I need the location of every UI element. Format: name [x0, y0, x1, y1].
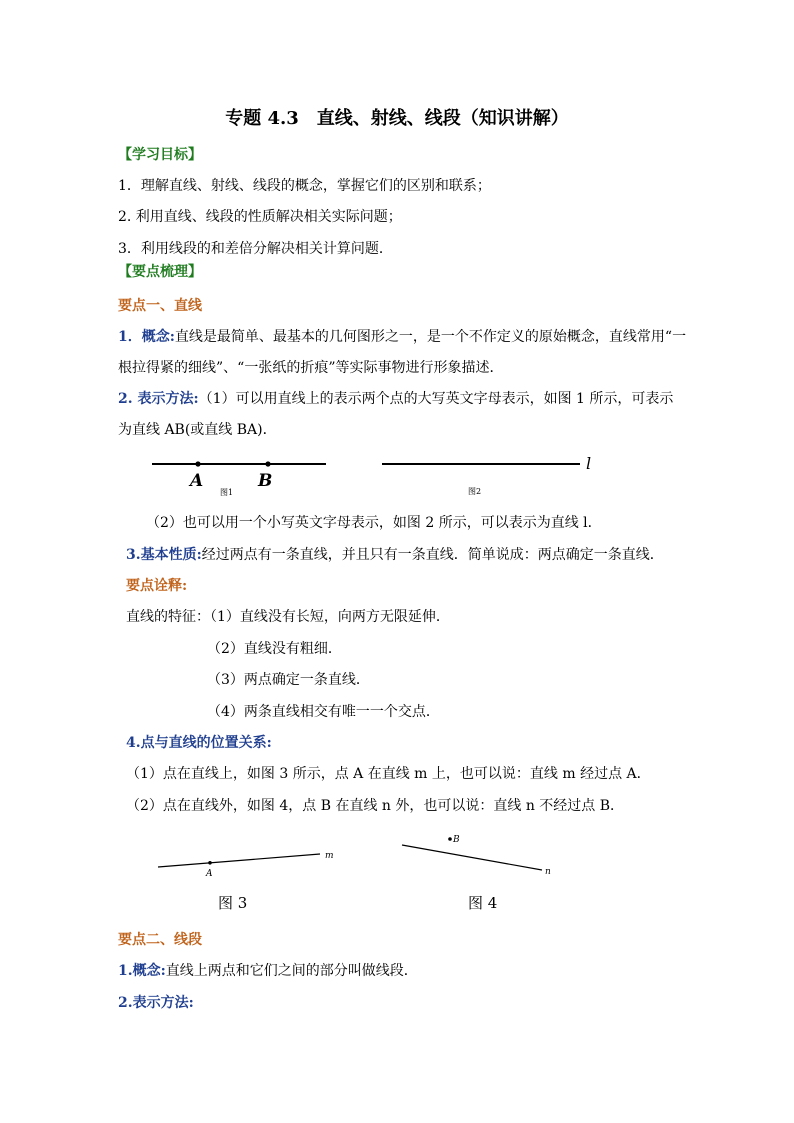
point2-concept-label: 1.概念: [118, 963, 166, 979]
fig4-line-n [402, 845, 542, 870]
repr-label: 2. 表示方法: [118, 391, 199, 407]
page-title: 专题 4.3 直线、射线、线段（知识讲解） [225, 108, 569, 129]
point2-concept [118, 961, 418, 981]
point1-basic [126, 545, 664, 565]
point1-repr-line1 [118, 389, 673, 409]
fig1-point-b [265, 461, 270, 466]
feature-2: （2）直线没有粗细． [207, 641, 342, 657]
feature-3: （3）两点确定一条直线． [207, 672, 370, 688]
fig2-label-l: l [586, 454, 592, 473]
fig4-caption: 图 4 [468, 894, 498, 912]
point2-heading: 要点二、线段 [118, 932, 202, 948]
fig4-point-b [448, 837, 452, 841]
figure-1-2 [140, 450, 610, 500]
fig3-point-a [208, 861, 212, 865]
fig3-caption: 图 3 [218, 894, 248, 912]
basic-text: 经过两点有一条直线，并且只有一条直线．简单说成：两点确定一条直线． [201, 547, 664, 563]
figure-3-4 [150, 830, 570, 920]
fig3-label-m: m [325, 851, 334, 861]
fig1-caption: 图1 [220, 488, 234, 497]
relation-label: 4.点与直线的位置关系: [126, 735, 272, 751]
fig1-label-b: B [258, 471, 273, 491]
fig2-caption: 图2 [468, 487, 482, 496]
repr-text: （1）可以用直线上的表示两个点的大写英文字母表示，如图 1 所示，可表示 [198, 391, 674, 407]
goal-item-3: 3．利用线段的和差倍分解决相关计算问题． [118, 241, 393, 257]
fig1-label-a: A [190, 471, 204, 491]
point1-concept-line1 [118, 327, 686, 347]
feature-4: （4）两条直线相交有唯一一个交点． [207, 704, 440, 720]
point2-concept-text: 直线上两点和它们之间的部分叫做线段． [165, 963, 418, 979]
point1-repr-line2: 为直线 AB(或直线 BA)． [118, 422, 277, 438]
point1-concept-line2: 根拉得紧的细线”、“一张纸的折痕”等实际事物进行形象描述． [118, 360, 504, 376]
point2-repr-label: 2.表示方法: [118, 995, 194, 1011]
goal-item-1: 1．理解直线、射线、线段的概念，掌握它们的区别和联系； [118, 178, 491, 194]
fig3-line-m [158, 854, 320, 867]
fig4-label-n: n [545, 867, 551, 877]
fig3-label-a: A [206, 869, 213, 879]
fig1-point-a [195, 461, 200, 466]
basic-label: 3.基本性质: [126, 547, 202, 563]
relation-2: （2）点在直线外，如图 4，点 B 在直线 n 外，也可以说：直线 n 不经过点 B． [126, 798, 625, 814]
features-intro: 直线的特征：（1）直线没有长短，向两方无限延伸． [126, 609, 450, 625]
fig4-label-b: B [453, 835, 460, 845]
concept-label: 1．概念: [118, 329, 175, 345]
concept-text: 直线是最简单、最基本的几何图形之一，是一个不作定义的原始概念，直线常用“一 [174, 329, 687, 345]
section-learning-goals: 【学习目标】 [118, 147, 202, 163]
point1-heading: 要点一、直线 [118, 298, 202, 314]
goal-item-2: 2. 利用直线、线段的性质解决相关实际问题； [118, 209, 402, 225]
section-key-points: 【要点梳理】 [118, 264, 202, 280]
relation-1: （1）点在直线上，如图 3 所示，点 A 在直线 m 上，也可以说：直线 m 经过点 A． [126, 766, 651, 782]
notes-label: 要点诠释: [126, 578, 188, 594]
point1-repr-line3: （2）也可以用一个小写英文字母表示，如图 2 所示，可以表示为直线 l． [146, 515, 602, 531]
